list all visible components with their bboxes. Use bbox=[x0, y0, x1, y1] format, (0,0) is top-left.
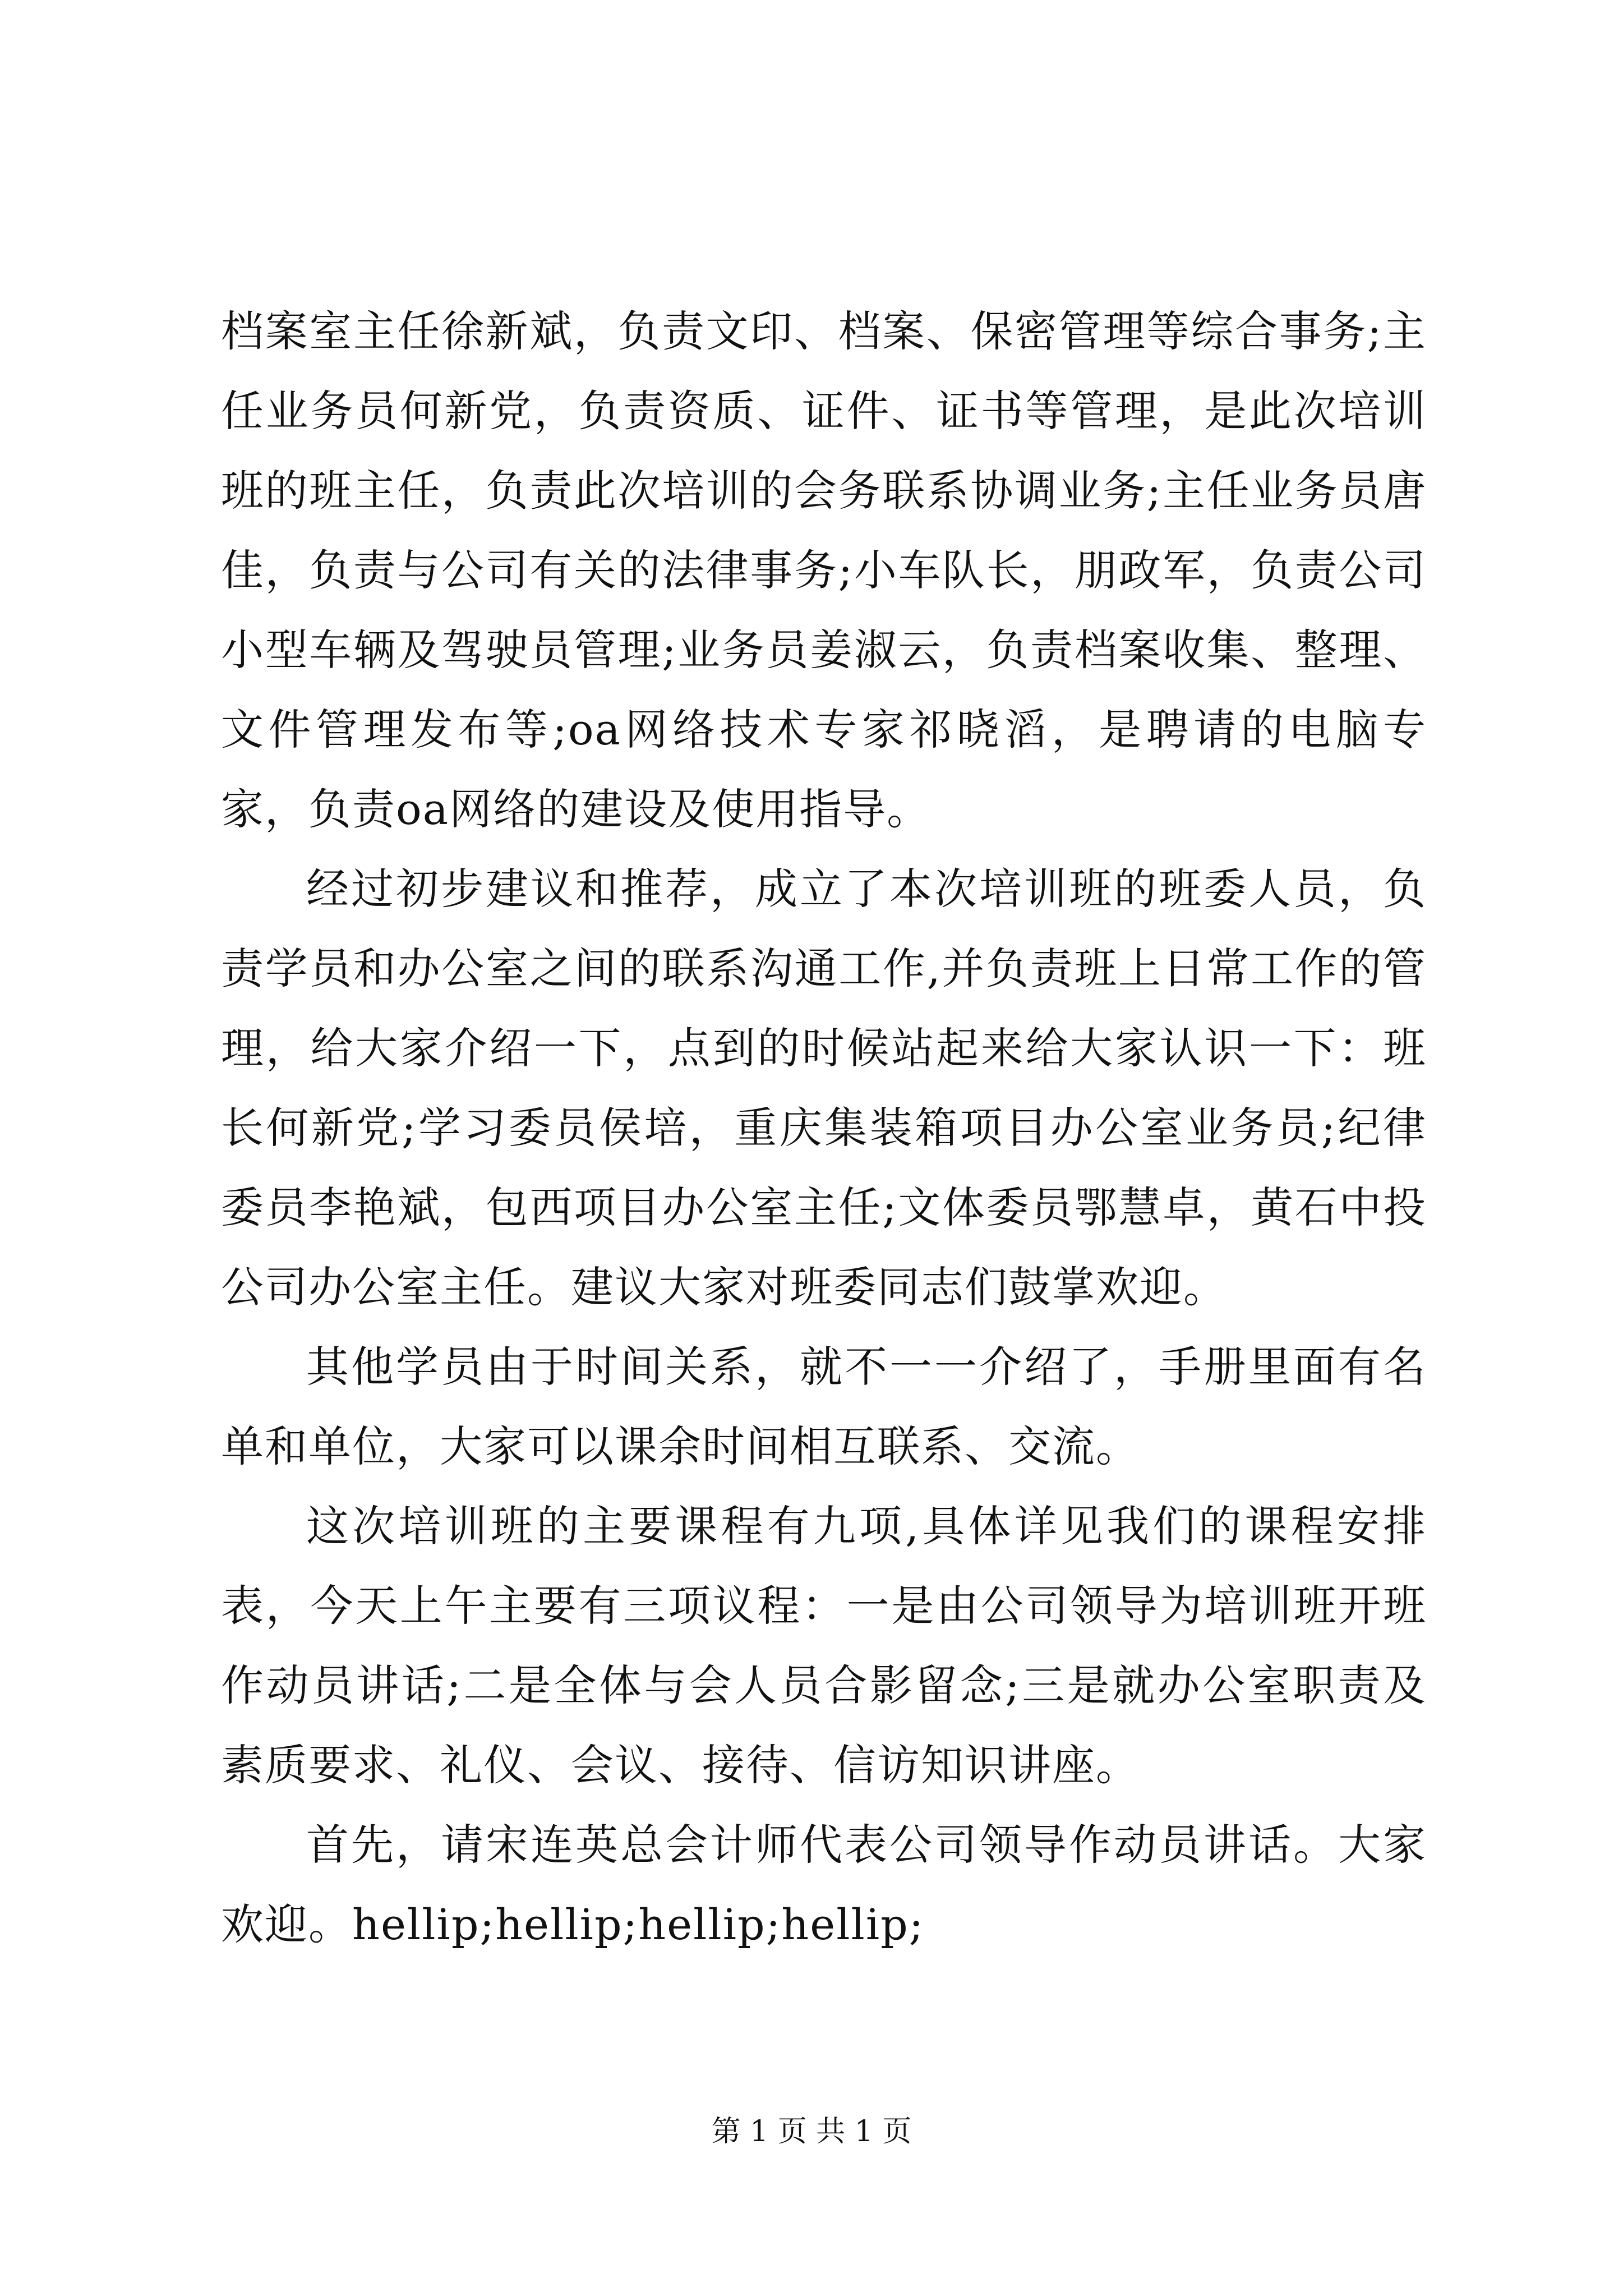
paragraph-course-agenda: 这次培训班的主要课程有九项,具体详见我们的课程安排表，今天上午主要有三项议程：一是由公司领导为培训班开班作动员讲话;二是全体与会人员合影留念;三是就办公室职责及素质要求、礼仪、会议、接待、信访知识讲座。 bbox=[221, 1501, 1427, 1790]
paragraph-staff-duties: 档案室主任徐新斌，负责文印、档案、保密管理等综合事务;主任业务员何新党，负责资质、证件、证书等管理，是此次培训班的班主任，负责此次培训的会务联系协调业务;主任业务员唐佳，负责与公司有关的法律事务;小车队长，朋政军，负责公司小型车辆及驾驶员管理;业务员姜淑云，负责档案收集、整理、文件管理发布等;oa网络技术专家祁晓滔，是聘请的电脑专家，负责oa网络的建设及使用指导。 bbox=[221, 306, 1427, 834]
page-footer: 第 1 页 共 1 页 bbox=[711, 2115, 912, 2148]
paragraph-other-trainees: 其他学员由于时间关系，就不一一介绍了，手册里面有名单和单位，大家可以课余时间相互联系、交流。 bbox=[221, 1342, 1427, 1471]
paragraph-opening-speech: 首先，请宋连英总会计师代表公司领导作动员讲话。大家欢迎。hellip;hellip;hellip;hellip; bbox=[221, 1820, 1427, 1949]
document-body bbox=[221, 292, 1427, 1964]
paragraph-class-committee: 经过初步建议和推荐，成立了本次培训班的班委人员，负责学员和办公室之间的联系沟通工作,并负责班上日常工作的管理，给大家介绍一下，点到的时候站起来给大家认识一下：班长何新党;学习委员侯培，重庆集装箱项目办公室业务员;纪律委员李艳斌，包西项目办公室主任;文体委员鄂慧卓，黄石中投公司办公室主任。建议大家对班委同志们鼓掌欢迎。 bbox=[221, 864, 1427, 1312]
